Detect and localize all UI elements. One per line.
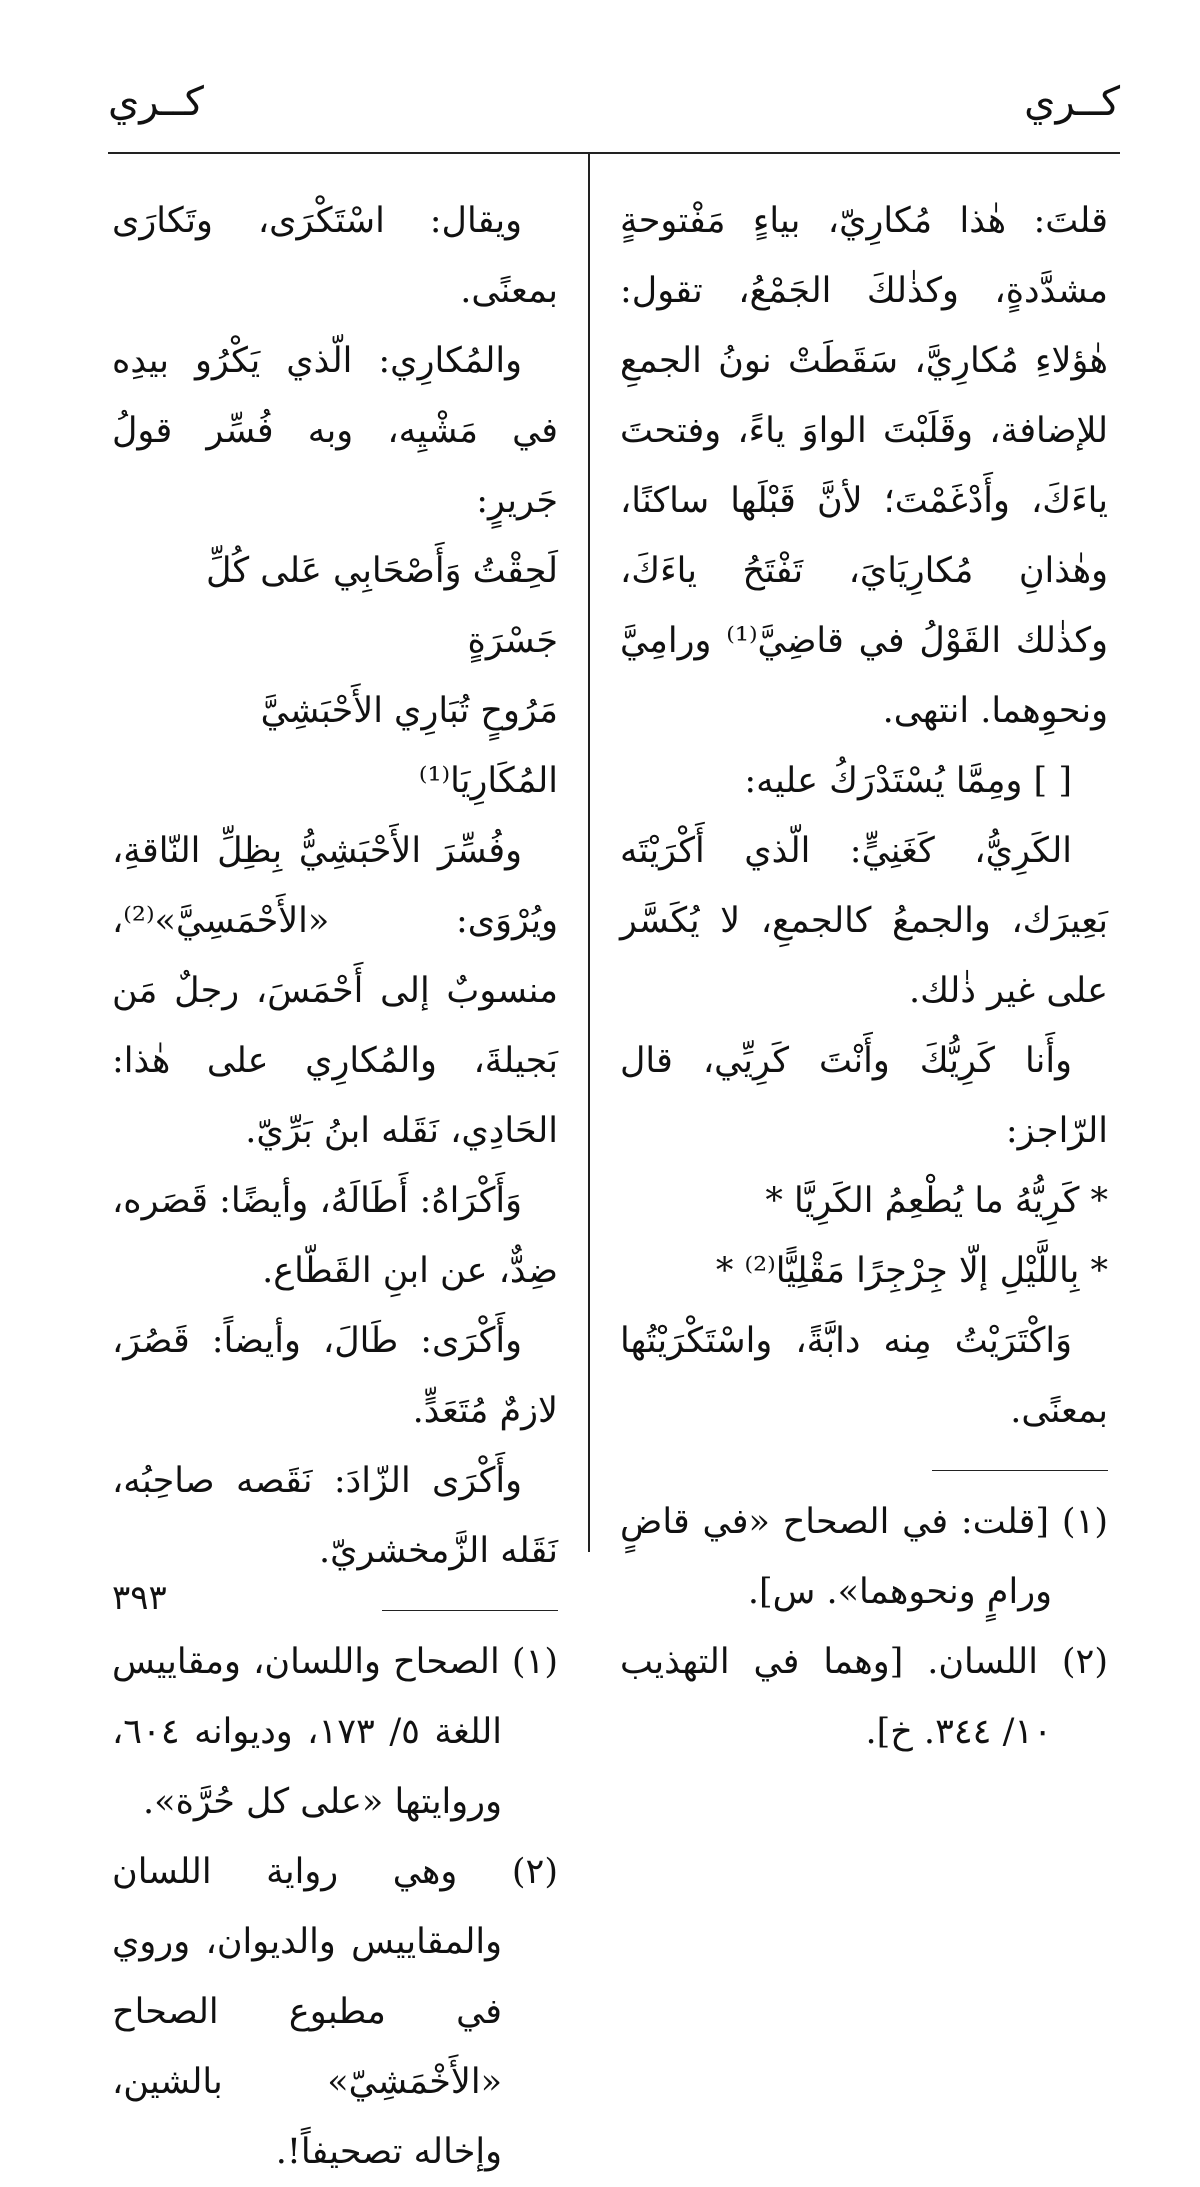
footnote: (١) [قلت: في الصحاح «في قاضٍ ورامٍ ونحوهما». س]. (620, 1502, 1108, 1612)
page-number: ٣٩٣ (112, 1578, 167, 1618)
running-header-left: كــري (108, 79, 204, 125)
paragraph: وأَكْرَى الزّادَ: نَقَصه صاحِبُه، نَقَله الزَّمخشريّ. (112, 1461, 558, 1571)
paragraph: وفُسِّرَ الأَحْبَشِيُّ بِظِلِّ النّاقةِ، ويُرْوَى: «الأَحْمَسِيَّ»⁽²⁾، منسوبٌ إلى أَحْمَسَ، رجلٌ مَن بَجيلةَ، والمُكارِي على هٰذا: الحَادِي، نَقَله ابنُ بَرِّيّ. (112, 831, 558, 1151)
right-column (620, 186, 1108, 1767)
column-divider (588, 152, 590, 1552)
verse-line: لَحِقْتُ وَأَصْحَابِي عَلى كُلِّ جَسْرَةٍ (205, 551, 558, 661)
verse-line: * كَرِيُّهُ ما يُطْعِمُ الكَرِيَّا * (765, 1181, 1108, 1221)
paragraph: قلتَ: هٰذا مُكارِيّ، بياءٍ مَفْتوحةٍ مشدَّدةٍ، وكذٰلكَ الجَمْعُ، تقول: هٰؤلاءِ مُكارِيَّ، سَقَطَتْ نونُ الجمعِ للإضافة، وقَلَبْتَ الواوَ ياءً، وفتحتَ ياءَكَ، وأَدْغَمْتَ؛ لأنَّ قَبْلَها ساكنًا، وهٰذانِ مُكارِيَايَ، تَفْتَحُ ياءَكَ، وكذٰلك القَوْلُ في قاضِيَّ⁽¹⁾ ورامِيَّ ونحوِهما. انتهى. (620, 201, 1108, 731)
left-column (112, 186, 558, 2187)
header-rule (108, 152, 1120, 154)
paragraph: ويقال: اسْتَكْرَى، وتَكارَى بمعنًى. (112, 201, 558, 311)
footnote-rule (382, 1610, 558, 1611)
paragraph: وأَنا كَرِيُّكَ وأَنْتَ كَرِيِّي، قال الرّاجز: (620, 1041, 1108, 1151)
paragraph: وَاكْتَرَيْتُ مِنه دابَّةً، واسْتَكْرَيْتُها بمعنًى. (620, 1321, 1108, 1431)
paragraph: [ ] ومِمَّا يُسْتَدْرَكُ عليه: (744, 761, 1072, 801)
running-header-right: كــري (1024, 79, 1120, 125)
footnote: (٢) وهي رواية اللسان والمقاييس والديوان، وروي في مطبوع الصحاح «الأَخْمَشِيّ» بالشين، وإخاله تصحيفاً!. (112, 1852, 558, 2172)
paragraph: الكَرِيُّ، كَغَنِيٍّ: الّذي أَكْرَيْتَه بَعِيرَك، والجمعُ كالجمعِ، لا يُكَسَّر على غير ذٰلك. (620, 831, 1108, 1011)
verse-line: * بِاللَّيْلِ إلّا جِرْجِرًا مَقْلِيًّا⁽²⁾ * (715, 1251, 1108, 1291)
verse-line: مَرُوحٍ تُبَارِي الأَحْبَشِيَّ المُكَارِيَا⁽¹⁾ (260, 691, 558, 801)
footnote-rule (932, 1470, 1108, 1471)
paragraph: وَأَكْرَاهُ: أَطَالَهُ، وأيضًا: قَصَره، ضِدٌّ، عن ابنِ القَطّاع. (111, 1181, 558, 1291)
footnote: (٢) اللسان. [وهما في التهذيب ١٠/ ٣٤٤. خ]. (620, 1642, 1108, 1752)
paragraph: وأَكْرَى: طَالَ، وأيضاً: قَصُرَ، لازمٌ مُتَعَدٍّ. (112, 1321, 558, 1431)
paragraph: والمُكارِي: الّذي يَكْرُو بيدِه في مَشْيِه، وبه فُسِّر قولُ جَريرٍ: (112, 341, 558, 521)
footnote: (١) الصحاح واللسان، ومقاييس اللغة ٥/ ١٧٣، وديوانه ٦٠٤، وروايتها «على كل حُرَّة». (112, 1642, 558, 1822)
